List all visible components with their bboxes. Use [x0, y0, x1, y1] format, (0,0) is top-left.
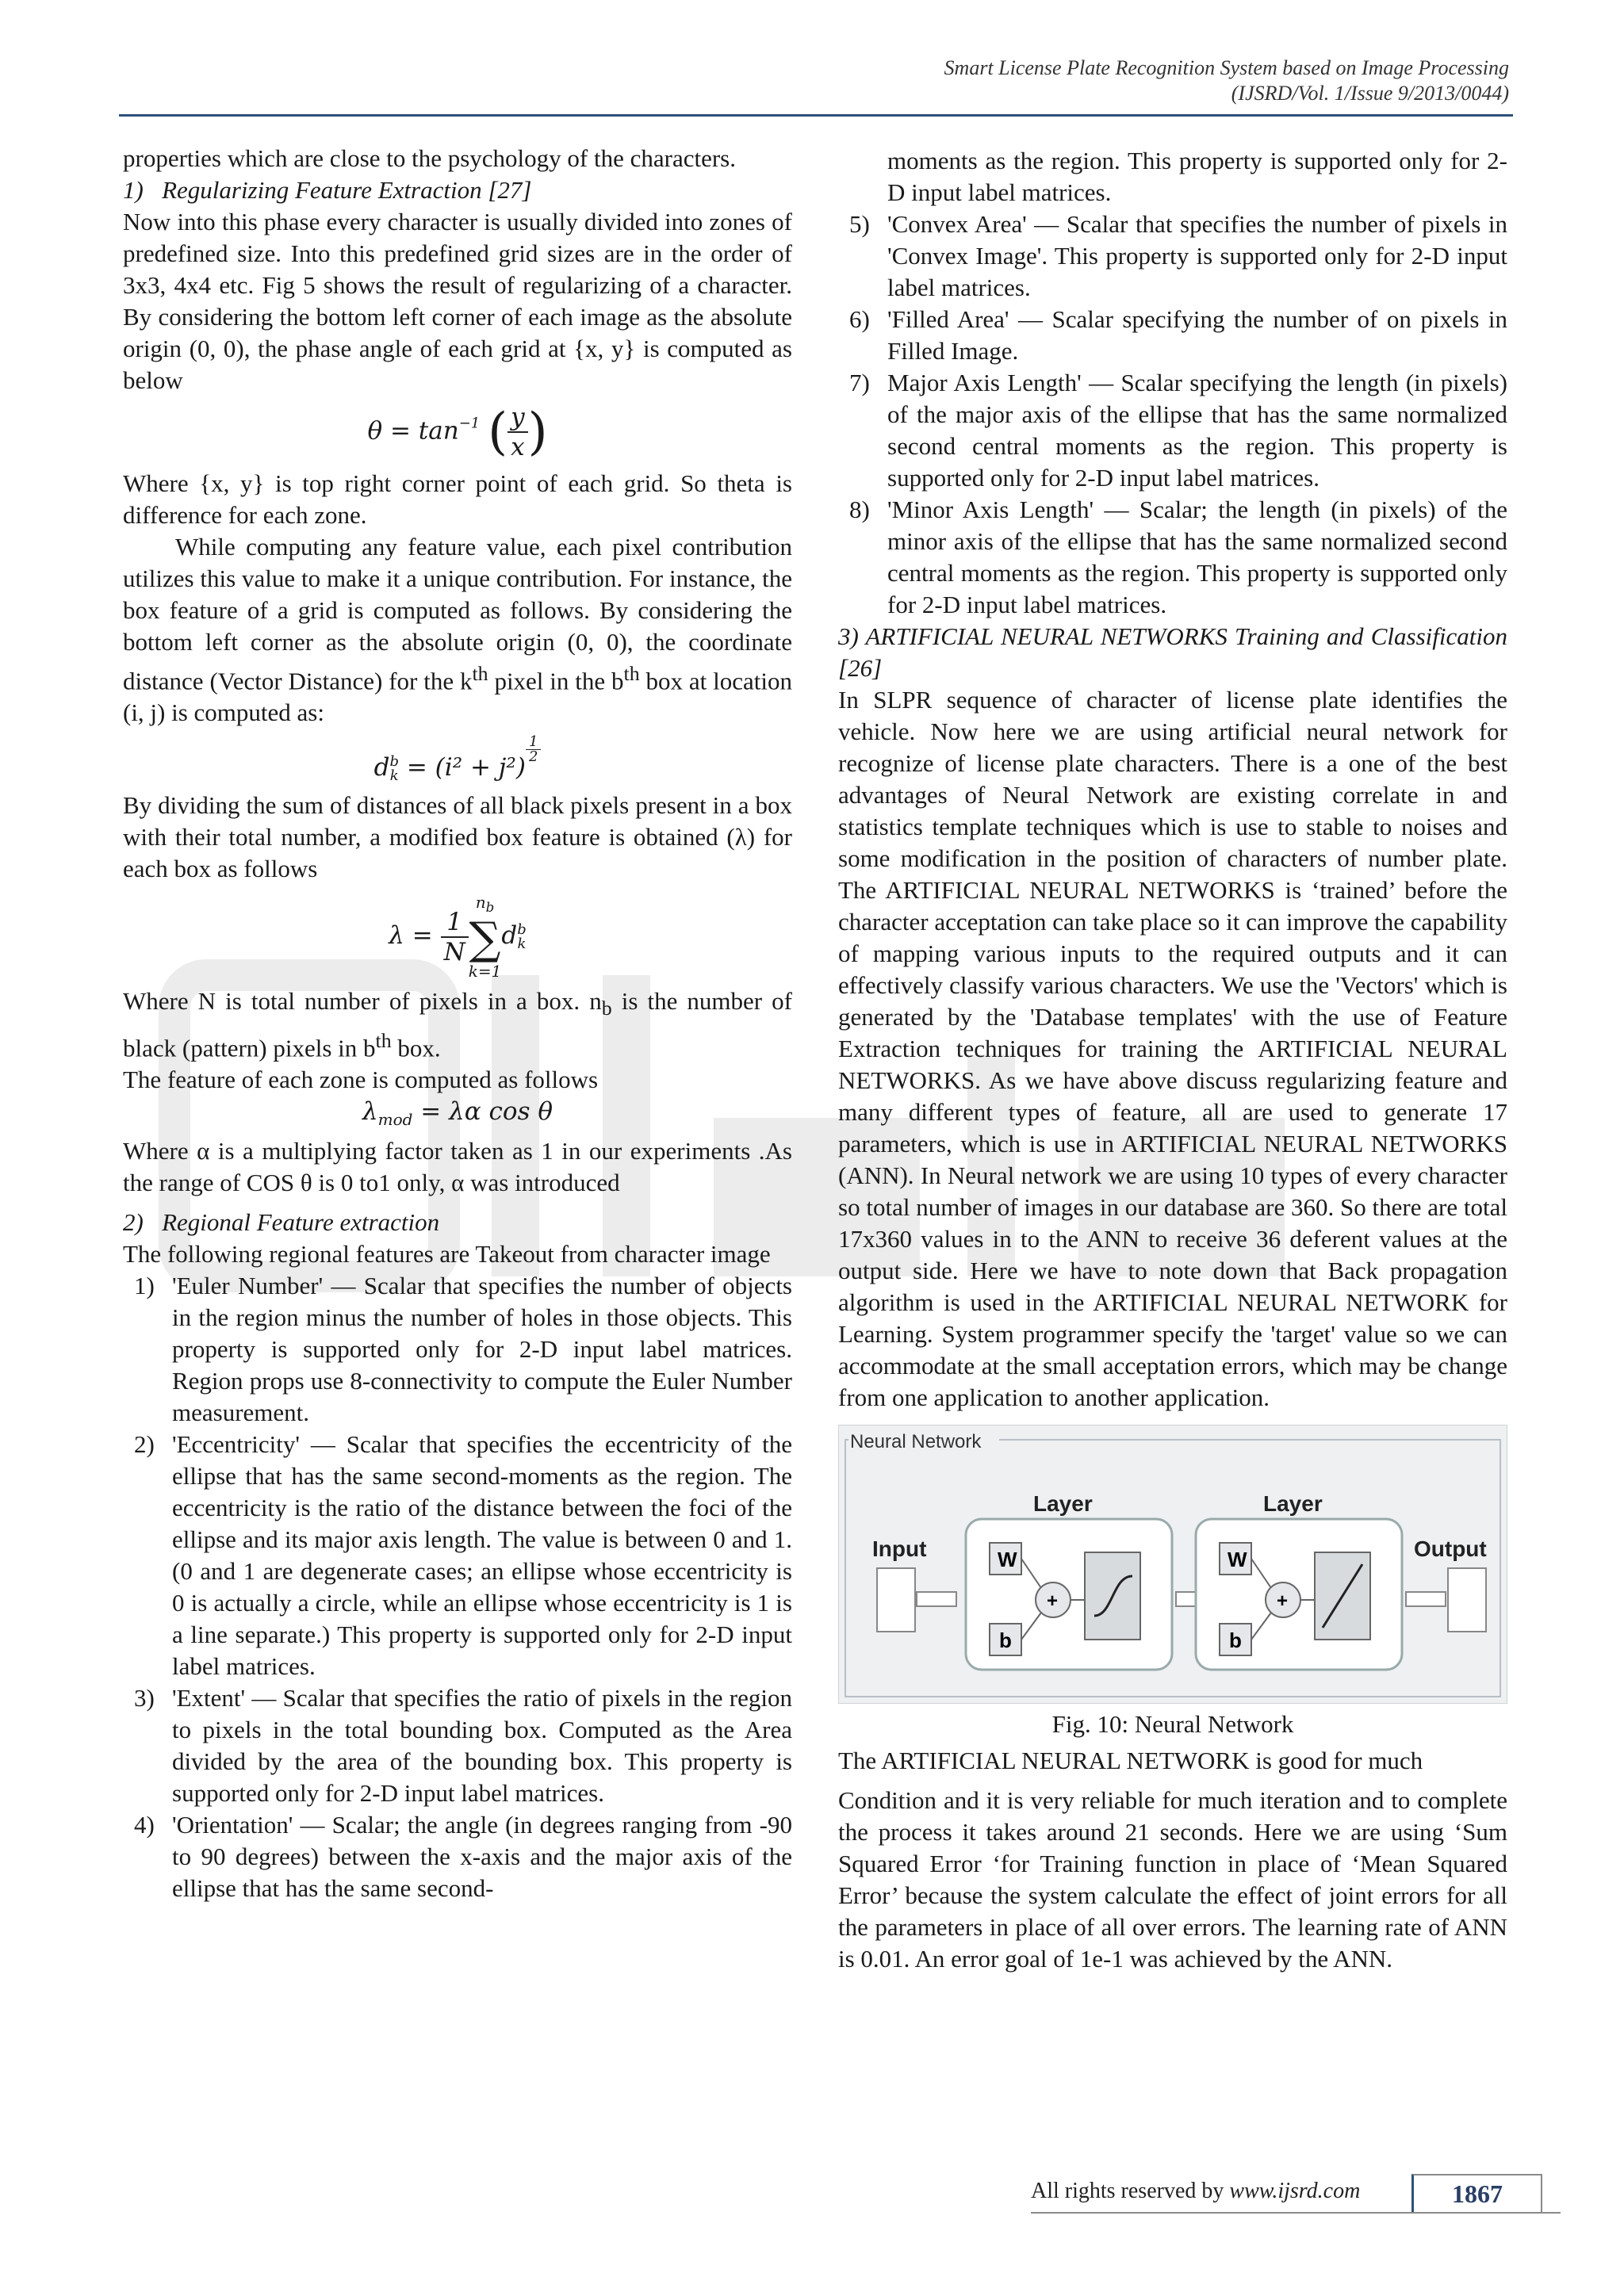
- list-item: 3) 'Extent' — Scalar that specifies the ratio of pixels in the region to pixels in the total bounding box. Computed as the Area divided by the area of the bounding box. This property is supported only for 2-D input label matrices.: [134, 1684, 792, 1808]
- footer-rule: [1031, 2212, 1561, 2214]
- paragraph: Where α is a multiplying factor taken as 1 in our experiments .As the range of COS θ is 0 to1 only, α was introduced: [123, 1137, 792, 1197]
- neural-network-diagram: [839, 1425, 1507, 1703]
- panel-title: Neural Network: [850, 1431, 982, 1452]
- paragraph: The feature of each zone is computed as follows: [123, 1065, 599, 1093]
- section-heading-regularizing: 1) Regularizing Feature Extraction [27]: [123, 176, 532, 204]
- list-item: 7) Major Axis Length' — Scalar specifying the length (in pixels) of the major axis of the ellipse that has the same normalized second central moments as the region. This property is supported only for 2-D input label matrices.: [849, 369, 1507, 492]
- list-item: 8) 'Minor Axis Length' — Scalar; the length (in pixels) of the minor axis of the ellipse that has the same normalized second central moments as the region. This property is supported only for 2-D input label matrices.: [849, 496, 1507, 618]
- feature-list-cont: [838, 209, 1507, 621]
- list-continuation: moments as the region. This property is supported only for 2-D input label matrices.: [887, 147, 1507, 206]
- layer2-label: Layer: [1263, 1491, 1323, 1516]
- paragraph: Now into this phase every character is usually divided into zones of predefined size. Into this predefined grid sizes are in the order of 3x3, 4x4 etc. Fig 5 shows the result of regularizing of a character. By considering the bottom left corner of each image as the absolute origin (0, 0), the phase angle of each grid at {x, y} is computed as below: [123, 208, 792, 394]
- header-volume: (IJSRD/Vol. 1/Issue 9/2013/0044): [1231, 82, 1509, 105]
- paragraph: Condition and it is very reliable for much iteration and to complete the process it takes around 21 seconds. Here we are using ‘Sum Squared Error ‘for Training function in place of ‘Mean Squared Error’ because the system calculate the effect of joint errors for all the parameters in place of all over errors. The learning rate of ANN is 0.01. An error goal of 1e-1 was achieved by the ANN.: [838, 1786, 1507, 1973]
- equation-distance: d b k = (i² + j²) $\frac{1}{2}$: [123, 735, 792, 783]
- svg-text:b: b: [1229, 1628, 1242, 1652]
- layer1-label: Layer: [1033, 1491, 1093, 1516]
- paragraph: While computing any feature value, each pixel contribution utilizes this value to make it a unique contribution. For instance, the box feature of a grid is computed as follows. By considering the bottom left corner as the absolute origin (0, 0), the coordinate distance (Vector Distance) for the $k^{th}$ pixel in the $b^{th}$ box at location (i, j) is computed as:: [123, 533, 792, 727]
- header-title: Smart License Plate Recognition System based on Image Processing: [944, 56, 1509, 79]
- header-rule: [119, 114, 1513, 117]
- input-arrow: [917, 1592, 956, 1606]
- list-item: 5) 'Convex Area' — Scalar that specifies the number of pixels in 'Convex Image'. This property is supported only for 2-D input label matrices.: [849, 210, 1507, 301]
- equation-lambda: λ = $\frac{1}{N}$ $n_b$ ∑ k=1 d b k: [389, 893, 527, 982]
- running-header: [944, 55, 1509, 106]
- list-item: 2) 'Eccentricity' — Scalar that specifies the eccentricity of the ellipse that has the same second-moments as the region. The eccentricity is the ratio of the distance between the foci of the ellipse and its major axis length. The value is between 0 and 1. (0 and 1 are degenerate cases; an ellipse whose eccentricity is 0 is actually a circle, while an ellipse whose eccentricity is 1 is a line separate.) This property is supported only for 2-D input label matrices.: [134, 1430, 792, 1681]
- section-heading-ann: 3) ARTIFICIAL NEURAL NETWORKS Training and Classification [26]: [838, 622, 1507, 682]
- paragraph: properties which are close to the psychology of the characters.: [123, 144, 736, 172]
- svg-text:+: +: [1047, 1590, 1059, 1612]
- equation-theta: $\theta = \tan^{-1}$ ( $\frac{y}{x}$ ): [367, 403, 548, 461]
- figure-caption: Fig. 10: Neural Network: [1051, 1710, 1294, 1738]
- svg-text:+: +: [1277, 1590, 1289, 1612]
- paragraph: The following regional features are Takeout from character image: [123, 1240, 771, 1269]
- section-heading-regional: 2) Regional Feature extraction: [123, 1208, 440, 1237]
- svg-text:b: b: [999, 1628, 1012, 1652]
- svg-text:W: W: [1228, 1548, 1247, 1571]
- equation-lambda-mod: $\lambda_{mod} = \lambda\alpha$ cos θ: [362, 1096, 553, 1130]
- input-label: Input: [872, 1536, 927, 1561]
- page-number: 1867: [1411, 2174, 1542, 2214]
- feature-list: [123, 1270, 792, 1904]
- footer-link[interactable]: www.ijsrd.com: [1229, 2179, 1361, 2203]
- right-column: [838, 145, 1507, 1975]
- svg-text:W: W: [998, 1548, 1017, 1571]
- list-item: 4) 'Orientation' — Scalar; the angle (in degrees ranging from -90 to 90 degrees) between the x-axis and the major axis of the ellipse that has the same second-: [134, 1811, 792, 1903]
- left-column: [123, 143, 792, 1904]
- input-block: [877, 1568, 915, 1632]
- output-label: Output: [1414, 1536, 1487, 1561]
- output-block: [1448, 1568, 1486, 1632]
- footer-rights: All rights reserved by www.ijsrd.com: [1031, 2179, 1361, 2203]
- list-item: 1) 'Euler Number' — Scalar that specifies the number of objects in the region minus the number of holes in those objects. This property is supported only for 2-D input label matrices. Region props use 8-connectivity to compute the Euler Number measurement.: [134, 1272, 792, 1427]
- paragraph: By dividing the sum of distances of all black pixels present in a box with their total number, a modified box feature is obtained (λ) for each box as follows: [123, 791, 792, 883]
- paragraph: In SLPR sequence of character of license plate identifies the vehicle. Now here we are using artificial neural network for recognize of license plate characters. There is a one of the best advantages of Neural Network are existing correlate in and statistics template techniques which is use to stable to noises and some modification in the position of characters of number plate. The ARTIFICIAL NEURAL NETWORKS is ‘trained’ before the character acceptation can take place so it can improve the capability of mapping various inputs to the required outputs and it can effectively classify various characters. We use the 'Vectors' which is generated by the 'Database templates' with the use of Feature Extraction techniques for training the ARTIFICIAL NEURAL NETWORKS. As we have above discuss regularizing feature and many different types of feature, all are used to generate 17 parameters, which is use in ARTIFICIAL NEURAL NETWORKS (ANN). In Neural network we are using 10 types of every character so total number of images in our database are 360. So there are total 17x360 values in to the ANN to receive 36 deferent values at the output side. Here we have to note down that Back propagation algorithm is used in the ARTIFICIAL NEURAL NETWORK for Learning. System programmer specify the 'target' value so we can accommodate at the small acceptation errors, which may be change from one application to another application.: [838, 686, 1507, 1411]
- output-arrow: [1406, 1592, 1446, 1606]
- neural-network-figure: [838, 1425, 1507, 1704]
- paragraph: The ARTIFICIAL NEURAL NETWORK is good for much: [838, 1747, 1423, 1774]
- paragraph: Where {x, y} is top right corner point of each grid. So theta is difference for each zone.: [123, 469, 792, 529]
- list-item: 6) 'Filled Area' — Scalar specifying the number of on pixels in Filled Image.: [849, 305, 1507, 365]
- paragraph: Where N is total number of pixels in a box. $n_b$ is the number of black (pattern) pixels in $b^{th}$ box.: [123, 987, 792, 1062]
